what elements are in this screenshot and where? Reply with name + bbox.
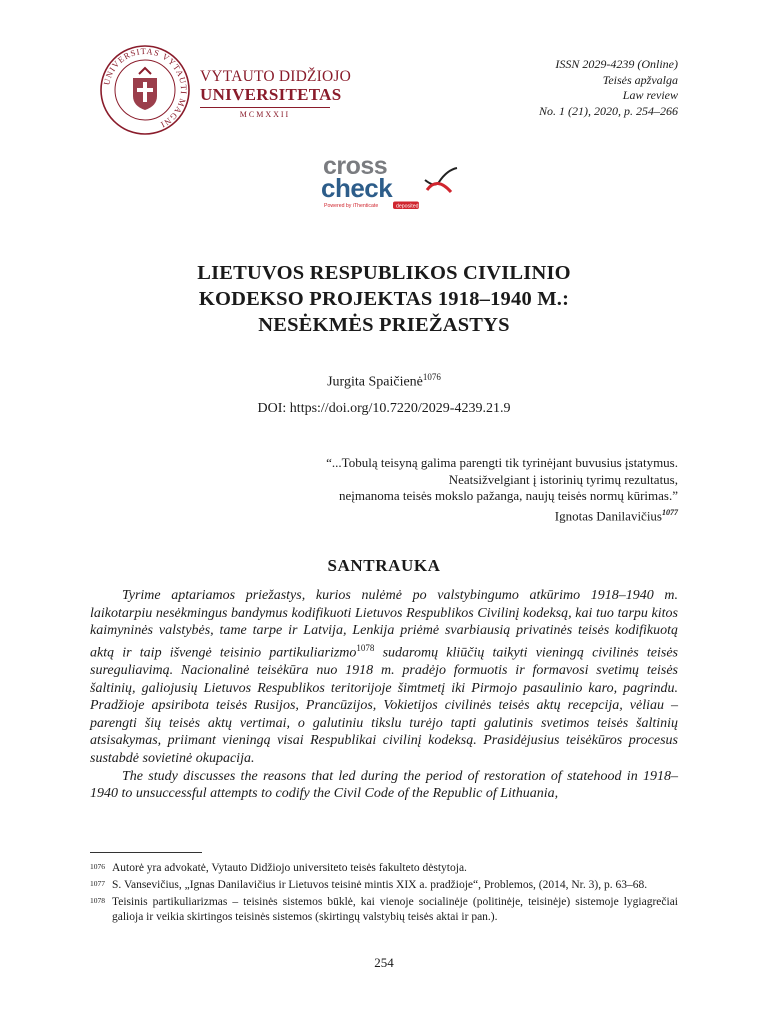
footnote-separator [90,852,202,853]
author-footnote-ref[interactable]: 1076 [422,372,441,382]
crosscheck-word-cross: cross [323,152,388,180]
article-title [60,260,708,338]
crosscheck-badge: deposited [396,203,419,210]
seal-text: UNIVERSITAS VYTAUTI MAGNI [101,45,190,131]
footnotes [90,861,678,927]
abstract-text: Tyrime aptariamos priežastys, kurios nulėmė po valstybingumo atkūrimo 1918–1940 m. laikotarpiu nesėkmingus bandymus kodifikuoti Lietuvos Respublikos Civilinį kodeksą, kai tuo tarpu kitos kaimyninės valstybės, tame tarpe ir Latvija, Lenkija priėmė svarbiausią privatinės teisės kodifikuotą aktą ir taip išvengė teisinio partikuliarizmo [90,588,678,661]
footnote [90,895,678,925]
journal-info [539,57,678,119]
university-seal-logo [99,44,191,136]
author-name: Jurgita Spaičienė [327,374,423,390]
journal-title-lt: Teisės apžvalga [602,72,678,87]
author [60,372,708,391]
footnote [90,878,678,893]
abstract-text: sudaromų kliūčių taikyti vieningą civilinės teisės sureguliavimą. Nacionalinė teisėkūra nuo 1918 m. pradėjo formuotis ir formavosi svetimų teisės šaltinių, galiojusių Lietuvos Respublikos teritorijoje šimtmetį iki Pirmojo pasaulinio karo, pagrindu. Pradžioje apsiribota teisės Rusijos, Prancūzijos, Vokietijos civilinės teisės aktų recepcija, vėliau – parengti šių teisės aktų vertimai, o galutiniu tikslu turėjo tapti galutinis svetimos teisės šaltinių atsisakymas, priimant vieningą visai Respublikai civilinį kodeksą. Prasidėjusius teisėkūros procesus sustabdė sovietinė okupacija. [90,645,678,766]
epigraph-line: “...Tobulą teisyną galima parengti tik tyrinėjant buvusius įstatymus. [326,455,678,470]
checkmark-icon [425,168,457,192]
footnote-text: Teisinis partikuliarizmas – teisinės sistemos būklė, kai vienoje socialinėje (politinėje, teisinėje) sistemoje lygiagrečiai galioja ir veikia skirtingos teisinės sistemos (skirtingų valstybių teisės aktai ir pan.). [112,896,678,923]
epigraph [326,455,678,524]
section-heading: SANTRAUKA [327,556,441,575]
university-name [200,68,351,119]
university-name-line1: VYTAUTO DIDŽIOJO [200,68,352,85]
abstract-paragraph-lt [90,587,678,768]
epigraph-line: neįmanoma teisės mokslo pažanga, naujų teisės normų kūrimas.” [339,488,678,503]
abstract-footnote-ref[interactable]: 1078 [356,642,375,653]
university-name-line2: UNIVERSITETAS [200,85,342,104]
epigraph-line: Neatsižvelgiant į istorinių tyrimų rezultatus, [448,471,678,487]
footnote-number: 1076 [90,862,105,871]
footnote-text: S. Vansevičius, „Ignas Danilavičius ir Lietuvos teisinė mintis XIX a. pradžioje“, Problemos, (2014, Nr. 3), p. 63–68. [112,879,648,891]
title-line: NESĖKMĖS PRIEŽASTYS [258,314,510,336]
epigraph-author: Ignotas Danilavičius [554,507,662,523]
abstract [90,587,678,803]
footnote-number: 1077 [90,879,105,888]
title-line: KODEKSO PROJEKTAS 1918–1940 M.: [198,288,570,310]
doi-link[interactable]: DOI: https://doi.org/10.7220/2029-4239.21.9 [257,401,511,416]
university-founding-year: MCMXXII [200,107,330,119]
title-line: LIETUVOS RESPUBLIKOS CIVILINIO [197,262,571,284]
page-number: 254 [374,955,394,970]
crosscheck-logo [321,150,463,212]
crosscheck-tagline: Powered by iThenticate [324,203,379,209]
journal-issn: ISSN 2029-4239 (Online) [555,57,678,71]
crosscheck-word-check: check [321,173,393,203]
footnote-number: 1078 [90,896,105,905]
footnote [90,861,678,876]
epigraph-footnote-ref[interactable]: 1077 [662,507,678,517]
journal-title-en: Law review [622,88,678,102]
epigraph-attribution [326,505,678,525]
abstract-paragraph-en: The study discusses the reasons that led during the period of restoration of statehood in 1918–1940 to unsuccessful attempts to codify the Civil Code of the Republic of Lithuania, [90,768,678,802]
journal-issue: No. 1 (21), 2020, p. 254–266 [539,103,678,118]
footnote-text: Autorė yra advokatė, Vytauto Didžiojo universiteto teisės fakulteto dėstytoja. [112,862,467,874]
